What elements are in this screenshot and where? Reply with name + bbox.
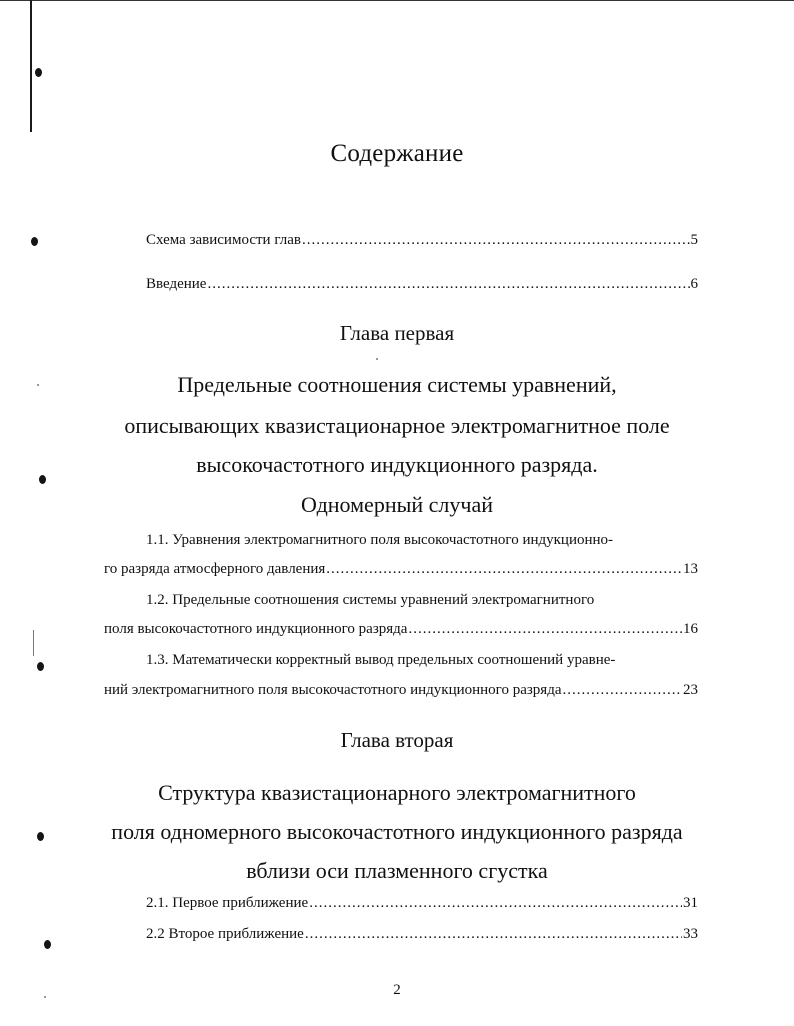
- toc-entry-label: 2.2 Второе приближение: [146, 926, 304, 942]
- toc-entry-page: 23: [683, 682, 698, 698]
- chapter-subtitle: Одномерный случай: [300, 492, 493, 517]
- toc-entry-page: 31: [683, 895, 698, 911]
- toc-entry-page: 33: [683, 926, 698, 942]
- page-number: 2: [393, 982, 401, 998]
- chapter-title-line: высокочастотного индукционного разряда.: [196, 452, 598, 477]
- punch-hole-mark: [44, 940, 51, 949]
- toc-entry-page: 5: [690, 232, 698, 248]
- toc-section-line[interactable]: 1.3. Математически корректный вывод предельных соотношений уравне-: [146, 652, 616, 668]
- toc-entry-page: 16: [683, 621, 698, 637]
- toc-entry-label: поля высокочастотного индукционного разряда: [104, 621, 408, 637]
- toc-entry-page: 13: [683, 561, 698, 577]
- scan-speck: [376, 358, 378, 360]
- toc-leader-dots: [408, 621, 682, 638]
- toc-leader-dots: [309, 895, 682, 912]
- page-title: Содержание: [330, 140, 464, 167]
- chapter-title-line: поля одномерного высокочастотного индукционного разряда: [111, 819, 683, 844]
- toc-entry[interactable]: [146, 895, 698, 915]
- punch-hole-mark: [31, 237, 38, 246]
- chapter-label: Глава вторая: [340, 728, 454, 752]
- toc-leader-dots: [207, 276, 689, 293]
- toc-entry-label: Введение: [146, 276, 207, 292]
- chapter-title-line: вблизи оси плазменного сгустка: [246, 858, 548, 883]
- toc-entry[interactable]: [104, 621, 698, 641]
- scan-edge-line: [30, 0, 32, 132]
- toc-entry[interactable]: [146, 276, 698, 296]
- punch-hole-mark: [37, 662, 44, 671]
- toc-section-line[interactable]: 1.1. Уравнения электромагнитного поля высокочастотного индукционно-: [146, 532, 614, 548]
- chapter-title-line: Структура квазистационарного электромагнитного: [158, 780, 636, 805]
- toc-entry-label: го разряда атмосферного давления: [104, 561, 326, 577]
- punch-hole-mark: [35, 68, 42, 77]
- toc-leader-dots: [563, 682, 683, 699]
- toc-leader-dots: [326, 561, 682, 578]
- toc-entry[interactable]: [146, 232, 698, 252]
- chapter-label: Глава первая: [339, 321, 455, 345]
- toc-entry-page: 6: [690, 276, 698, 292]
- toc-entry-label: Схема зависимости глав: [146, 232, 301, 248]
- toc-section-line[interactable]: 1.2. Предельные соотношения системы уравнений электромагнитного: [146, 592, 595, 608]
- toc-entry-label: ний электромагнитного поля высокочастотного индукционного разряда: [104, 682, 562, 698]
- toc-entry[interactable]: [104, 561, 698, 581]
- scan-top-rule: [0, 0, 794, 1]
- chapter-title-line: описывающих квазистационарное электромагнитное поле: [124, 413, 670, 438]
- toc-entry[interactable]: [146, 926, 698, 946]
- toc-leader-dots: [305, 926, 682, 943]
- toc-entry-label: 2.1. Первое приближение: [146, 895, 309, 911]
- scan-edge-line: [33, 630, 34, 656]
- toc-leader-dots: [302, 232, 690, 249]
- chapter-title-line: Предельные соотношения системы уравнений,: [177, 372, 617, 397]
- toc-entry[interactable]: [104, 682, 698, 702]
